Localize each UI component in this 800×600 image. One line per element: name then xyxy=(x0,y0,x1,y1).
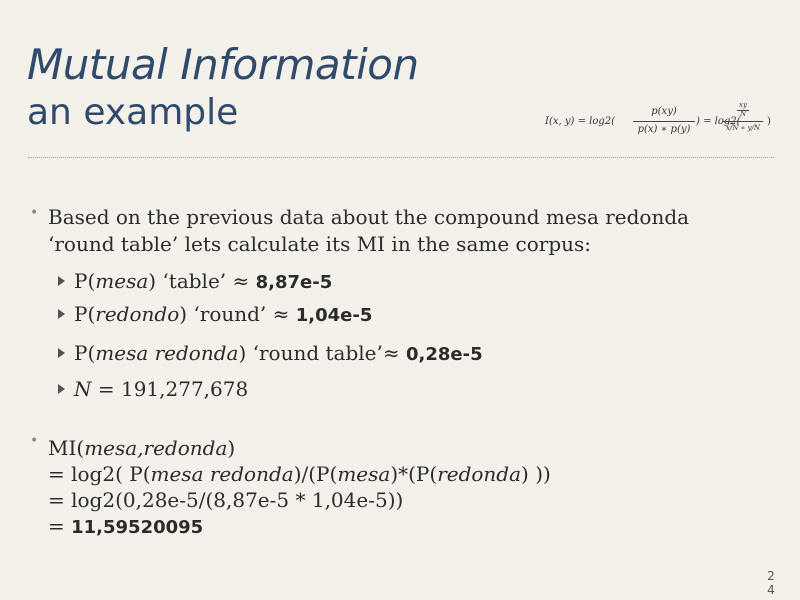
mi-line-4: = 11,59520095 xyxy=(48,514,204,538)
list-item-p-mesa-redonda: P(mesa redonda) ‘round table’≈ 0,28e-5 xyxy=(58,340,483,366)
mi-line-2: = log2( P(mesa redonda)/(P(mesa)*(P(redonda) )) xyxy=(48,462,551,486)
slide-subtitle: an example xyxy=(27,92,239,133)
list-item-n-corpus-size: N = 191,277,678 xyxy=(58,376,248,402)
formula-num1: p(xy) xyxy=(651,106,677,117)
mi-formula xyxy=(545,101,780,140)
triangle-bullet-icon xyxy=(58,348,65,358)
formula-den2: x/N ∗ y/N xyxy=(725,124,761,132)
page-number: 24 xyxy=(767,569,775,597)
list-item-p-mesa: P(mesa) ‘table’ ≈ 8,87e-5 xyxy=(58,268,332,294)
mi-calculation xyxy=(48,435,551,541)
formula-den1: p(x) ∗ p(y) xyxy=(637,124,691,135)
mi-line-1: MI(mesa,redonda) xyxy=(48,436,236,460)
formula-mid: ) = log2( xyxy=(696,116,741,127)
formula-num2-bot: N xyxy=(739,110,747,118)
mi-line-3: = log2(0,28e-5/(8,87e-5 * 1,04e-5)) xyxy=(48,488,404,512)
slide-title: Mutual Information xyxy=(27,40,419,89)
mi-result: 11,59520095 xyxy=(71,517,204,538)
formula-num2-top: xy xyxy=(739,101,747,109)
triangle-bullet-icon xyxy=(58,309,65,319)
list-item-p-redondo: P(redondo) ‘round’ ≈ 1,04e-5 xyxy=(58,301,372,327)
triangle-bullet-icon xyxy=(58,384,65,394)
bullet-dot-1: • xyxy=(30,205,39,221)
intro-paragraph: Based on the previous data about the compound mesa redonda ‘round table’ lets calculate its MI in the same corpus: xyxy=(48,205,690,256)
triangle-bullet-icon xyxy=(58,276,65,286)
formula-fraction-line-1 xyxy=(633,121,695,122)
formula-lhs: I(x, y) = log2( xyxy=(545,116,616,127)
bullet-dot-2: • xyxy=(30,433,39,449)
formula-end: ) xyxy=(767,116,771,127)
title-divider xyxy=(28,157,774,158)
formula-fraction-line-2 xyxy=(723,121,763,122)
